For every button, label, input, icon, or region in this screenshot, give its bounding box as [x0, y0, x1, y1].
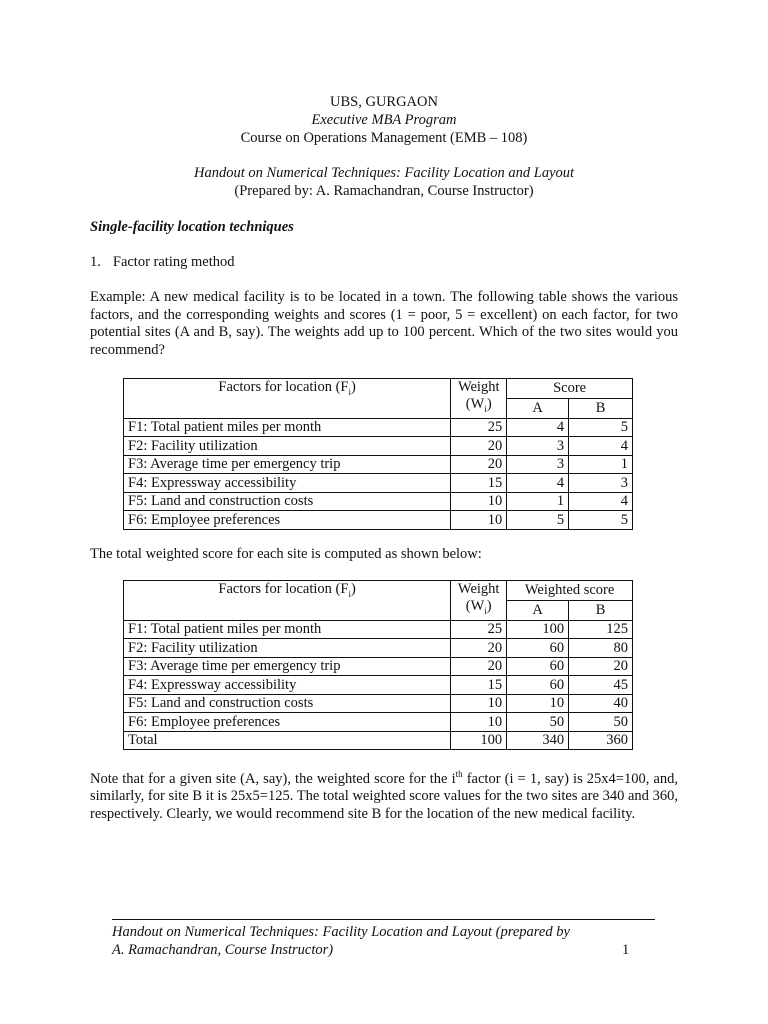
example-paragraph: Example: A new medical facility is to be located in a town. The following table shows the various factors, and the corresponding weights and scores (1 = poor, 5 = excellent) on each factor, for two potential sites (A and B, say). The weights add up to 100 percent. Which of the two sites would you recommend? [90, 289, 678, 358]
site-a-cell: 5 [507, 511, 569, 530]
note-paragraph: Note that for a given site (A, say), the weighted score for the $i^{th}$ factor (i = 1, say) is 25x4=100, and, similarly, for site B it is 25x5=125. The total weighted score values for the two sites are 340 and 360, respectively. Clearly, we would recommend site B for the location of the new medical facility. [90, 769, 678, 823]
factor-cell: F2: Facility utilization [124, 639, 451, 658]
factor-cell: F4: Expressway accessibility [124, 676, 451, 695]
site-b-cell: 80 [569, 639, 633, 658]
site-a-cell: 4 [507, 474, 569, 493]
factor-cell: F6: Employee preferences [124, 713, 451, 732]
item-number: 1. [90, 254, 101, 270]
header-site-a: A [507, 600, 569, 620]
factor-cell: F5: Land and construction costs [124, 694, 451, 713]
site-b-cell: 45 [569, 676, 633, 695]
handout-title: Handout on Numerical Techniques: Facility Location and Layout [193, 165, 575, 181]
weight-cell: 10 [451, 492, 507, 511]
header-site-a: A [507, 398, 569, 418]
header-weight: Weight $(W_i)$ [451, 379, 507, 419]
factor-cell: F6: Employee preferences [124, 511, 451, 530]
site-a-cell: 60 [507, 639, 569, 658]
site-b-cell: 4 [569, 437, 633, 456]
site-a-cell: 10 [507, 694, 569, 713]
factor-cell: F1: Total patient miles per month [124, 418, 451, 437]
factor-cell: F4: Expressway accessibility [124, 474, 451, 493]
method-item [90, 253, 234, 271]
footer-divider [112, 919, 655, 920]
header-score: Score [507, 379, 633, 399]
factor-cell: F3: Average time per emergency trip [124, 657, 451, 676]
table-row [124, 474, 633, 493]
factor-cell: F1: Total patient miles per month [124, 620, 451, 639]
site-b-cell: 125 [569, 620, 633, 639]
header-factors: Factors for location $(F_i)$ [124, 581, 451, 621]
site-b-cell: 20 [569, 657, 633, 676]
site-a-cell: 100 [507, 620, 569, 639]
weight-cell: 10 [451, 694, 507, 713]
site-b-cell: 50 [569, 713, 633, 732]
table-row [124, 418, 633, 437]
site-b-cell: 360 [569, 731, 633, 750]
site-b-cell: 1 [569, 455, 633, 474]
weight-cell: 20 [451, 437, 507, 456]
site-a-cell: 1 [507, 492, 569, 511]
weight-cell: 10 [451, 511, 507, 530]
section-heading: Single-facility location techniques [90, 219, 294, 235]
weight-cell: 15 [451, 676, 507, 695]
table-row [124, 676, 633, 695]
factor-cell: F2: Facility utilization [124, 437, 451, 456]
table-row [124, 657, 633, 676]
header-weight: Weight $(W_i)$ [451, 581, 507, 621]
weight-cell: 100 [451, 731, 507, 750]
page-number: 1 [622, 942, 630, 958]
weight-cell: 20 [451, 639, 507, 658]
factor-cell: F5: Land and construction costs [124, 492, 451, 511]
prepared-by: (Prepared by: A. Ramachandran, Course Instructor) [234, 183, 534, 199]
course-title: Course on Operations Management (EMB – 108) [240, 130, 528, 146]
table-row [124, 694, 633, 713]
site-a-cell: 60 [507, 676, 569, 695]
site-b-cell: 40 [569, 694, 633, 713]
factor-cell: F3: Average time per emergency trip [124, 455, 451, 474]
header-site-b: B [569, 398, 633, 418]
weight-cell: 20 [451, 657, 507, 676]
weight-cell: 25 [451, 418, 507, 437]
item-title: Factor rating method [112, 254, 235, 270]
weight-cell: 15 [451, 474, 507, 493]
site-b-cell: 5 [569, 511, 633, 530]
weight-cell: 25 [451, 620, 507, 639]
table-row [124, 731, 633, 750]
header-factors: Factors for location $(F_i)$ [124, 379, 451, 419]
table-row [124, 620, 633, 639]
institution-title: UBS, GURGAON [330, 94, 438, 110]
site-a-cell: 4 [507, 418, 569, 437]
site-a-cell: 60 [507, 657, 569, 676]
site-a-cell: 3 [507, 455, 569, 474]
table-row [124, 492, 633, 511]
program-title: Executive MBA Program [311, 112, 457, 128]
footer-text [112, 923, 632, 959]
header-weighted-score: Weighted score [507, 581, 633, 601]
site-a-cell: 50 [507, 713, 569, 732]
total-intro-text: The total weighted score for each site is computed as shown below: [90, 546, 482, 562]
table-row [124, 437, 633, 456]
table-header-row [124, 581, 633, 601]
footer-line-1: Handout on Numerical Techniques: Facility Location and Layout (prepared by [112, 924, 570, 940]
table-row [124, 455, 633, 474]
factor-cell: Total [124, 731, 451, 750]
weight-cell: 20 [451, 455, 507, 474]
table-row [124, 511, 633, 530]
header-site-b: B [569, 600, 633, 620]
table-row [124, 713, 633, 732]
table-header-row [124, 379, 633, 399]
site-b-cell: 3 [569, 474, 633, 493]
weight-cell: 10 [451, 713, 507, 732]
site-a-cell: 3 [507, 437, 569, 456]
factor-score-table [123, 378, 633, 530]
site-a-cell: 340 [507, 731, 569, 750]
weighted-score-table [123, 580, 633, 750]
footer-line-2: A. Ramachandran, Course Instructor) [112, 942, 334, 958]
site-b-cell: 4 [569, 492, 633, 511]
site-b-cell: 5 [569, 418, 633, 437]
table-row [124, 639, 633, 658]
